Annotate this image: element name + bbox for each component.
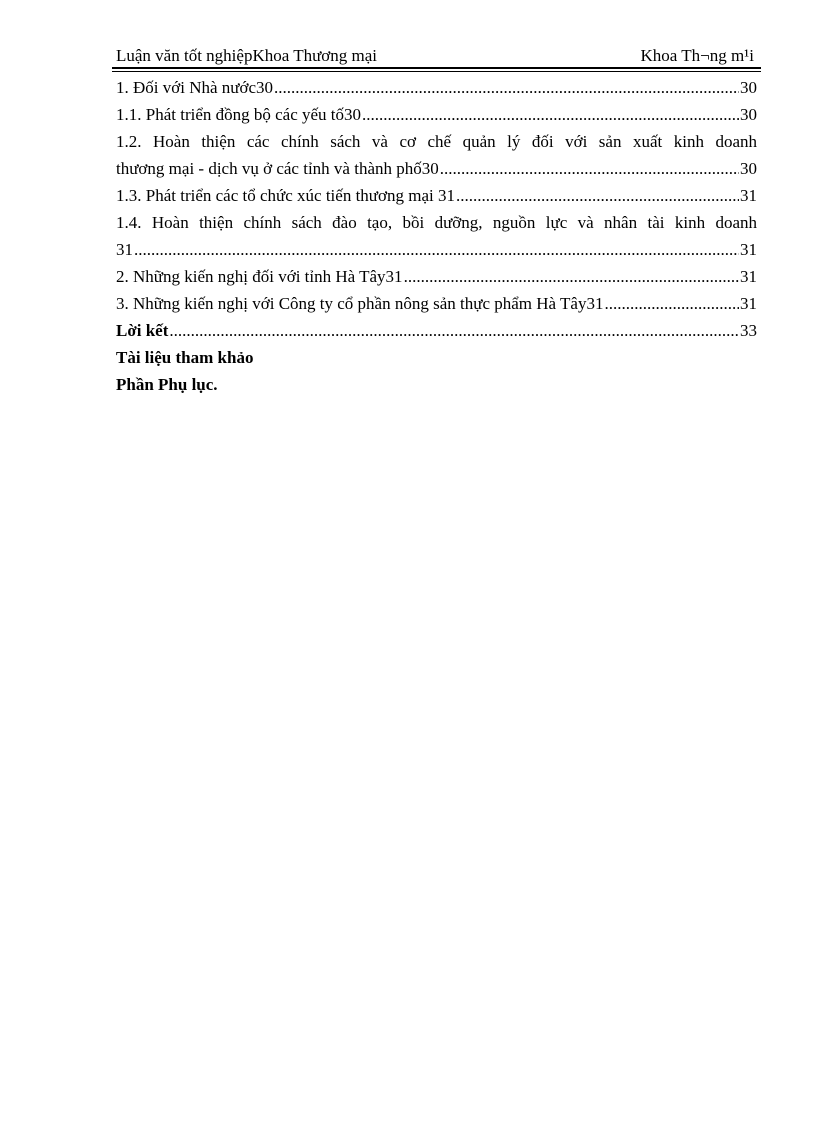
header-rule — [112, 67, 761, 69]
header-left-text: Luận văn tốt nghiệpKhoa Thương mại — [116, 46, 378, 65]
appendix-title: Phần Phụ lục. — [116, 375, 218, 394]
toc-entry-title: Lời kết — [116, 321, 169, 340]
toc-entry-page: 31 — [740, 186, 757, 205]
toc-entry[interactable] — [116, 155, 757, 182]
header-right-text: Khoa Th¬ng m¹i — [640, 46, 754, 65]
toc-entry-title: 31 — [116, 240, 133, 259]
toc-entry-page: 30 — [740, 105, 757, 124]
table-of-contents — [116, 74, 757, 398]
toc-entry-page: 31 — [740, 267, 757, 286]
toc-entry[interactable] — [116, 263, 757, 290]
header-rule-thin — [112, 71, 761, 72]
toc-entry[interactable] — [116, 236, 757, 263]
toc-appendix[interactable] — [116, 371, 757, 398]
toc-entry-title: thương mại - dịch vụ ở các tỉnh và thành phố30 — [116, 159, 439, 178]
page-header — [116, 44, 758, 68]
toc-entry-title: 1. Đối với Nhà nước30 — [116, 78, 274, 97]
toc-entry-page: 31 — [740, 240, 757, 259]
toc-entry-title-line1: 1.4. Hoàn thiện chính sách đào tạo, bồi dưỡng, nguồn lực và nhân tài kinh doanh — [116, 213, 757, 232]
toc-entry-wrapped-line[interactable] — [116, 209, 757, 236]
toc-entry-title: 1.1. Phát triển đồng bộ các yếu tố30 — [116, 105, 362, 124]
toc-leader-dots — [274, 74, 739, 101]
toc-entry[interactable] — [116, 74, 757, 101]
toc-leader-dots — [456, 182, 739, 209]
toc-entry-title-line1: 1.2. Hoàn thiện các chính sách và cơ chế quản lý đối với sản xuất kinh doanh — [116, 132, 757, 151]
toc-leader-dots — [604, 290, 739, 317]
toc-entry[interactable] — [116, 290, 757, 317]
toc-leader-dots — [404, 263, 739, 290]
toc-entry-title: 1.3. Phát triển các tổ chức xúc tiến thương mại 31 — [116, 186, 455, 205]
references-title: Tài liệu tham khảo — [116, 348, 254, 367]
toc-entry-page: 31 — [740, 294, 757, 313]
toc-entry-wrapped-line[interactable] — [116, 128, 757, 155]
toc-entry[interactable] — [116, 182, 757, 209]
toc-leader-dots — [440, 155, 739, 182]
toc-entry-title: 3. Những kiến nghị với Công ty cổ phần nông sản thực phẩm Hà Tây31 — [116, 294, 604, 313]
toc-references[interactable] — [116, 344, 757, 371]
toc-entry-page: 33 — [740, 321, 757, 340]
toc-entry[interactable] — [116, 101, 757, 128]
toc-leader-dots — [169, 317, 739, 344]
toc-entry-page: 30 — [740, 78, 757, 97]
toc-entry-page: 30 — [740, 159, 757, 178]
toc-leader-dots — [134, 236, 739, 263]
toc-entry-title: 2. Những kiến nghị đối với tỉnh Hà Tây31 — [116, 267, 403, 286]
toc-entry[interactable] — [116, 317, 757, 344]
toc-leader-dots — [362, 101, 739, 128]
